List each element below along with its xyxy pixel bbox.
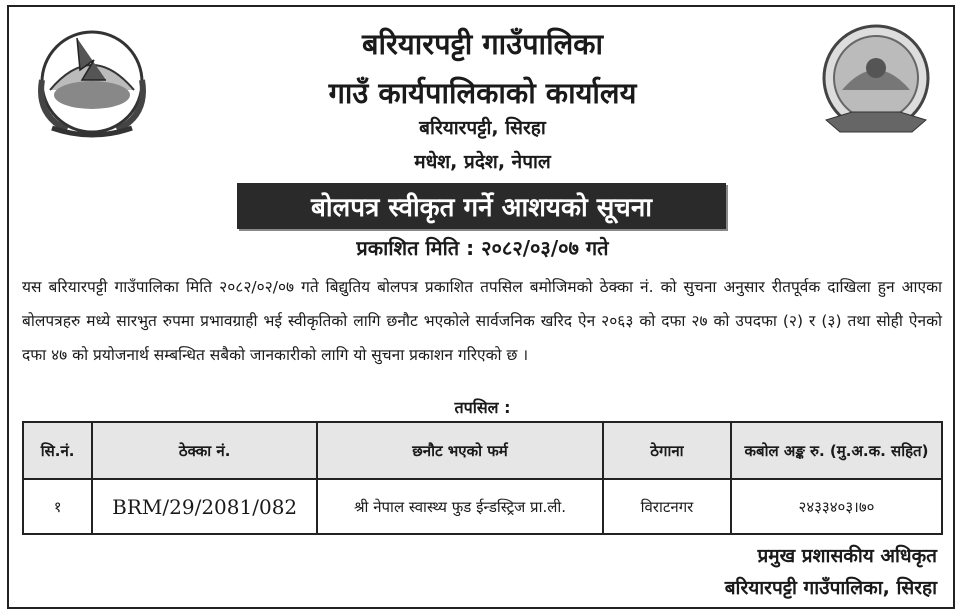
cell-firm: श्री नेपाल स्वास्थ्य फुड ईन्डस्ट्रिज प्रा.ली. (317, 479, 603, 534)
office-name: गाउँ कार्यपालिकाको कार्यालय (328, 76, 637, 110)
office-address: बरियारपट्टी, सिरहा (419, 117, 546, 139)
cell-serial: १ (23, 479, 92, 534)
col-firm-header: छनौट भएको फर्म (317, 422, 603, 479)
notice-title: बोलपत्र स्वीकृत गर्ने आशयको सूचना (237, 183, 726, 229)
table-row (23, 479, 942, 534)
col-address-header: ठेगाना (603, 422, 731, 479)
tapsil-label: तपसिल : (454, 398, 511, 417)
signatory-title: प्रमुख प्रशासकीय अधिकृत (757, 545, 937, 567)
published-date: प्रकाशित मिति : २०८२/०३/०७ गते (356, 236, 609, 260)
cell-contract-no: BRM/29/2081/082 (92, 479, 317, 534)
col-contract-header: ठेक्का नं. (92, 422, 317, 479)
signatory-office: बरियारपट्टी गाउँपालिका, सिरहा (724, 577, 937, 599)
municipality-name: बरियारपट्टी गाउँपालिका (361, 27, 604, 61)
province-country: मधेश, प्रदेश, नेपाल (414, 151, 551, 173)
table-header-row (23, 422, 942, 479)
bid-table (22, 421, 943, 535)
cell-address: विराटनगर (603, 479, 731, 534)
col-serial-header: सि.नं. (23, 422, 92, 479)
notice-body: यस बरियारपट्टी गाउँपालिका मिति २०८२/०२/०७ गते बिद्युतिय बोलपत्र प्रकाशित तपसिल बमोजिमको ठेक्का नं. को सुचना अनुसार रीतपूर्वक दाखिला हुन आएका बोलपत्रहरु मध्ये सारभुत रुपमा प्रभावग्राही भई स्वीकृतिको लागि छनौट भएकोले सार्वजनिक खरिद ऐन २०६३ को दफा २७ को उपदफा (२) र (३) तथा सोही ऐनको दफा ४७ को प्रयोजनार्थ सम्बन्धित सबैको जानकारीको लागि यो सुचना प्रकाशन गरिएको छ । (22, 278, 942, 364)
col-amount-header: कबोल अङ्क रु. (मु.अ.क. सहित) (731, 422, 942, 479)
cell-amount: २४३३४०३।७० (731, 479, 942, 534)
